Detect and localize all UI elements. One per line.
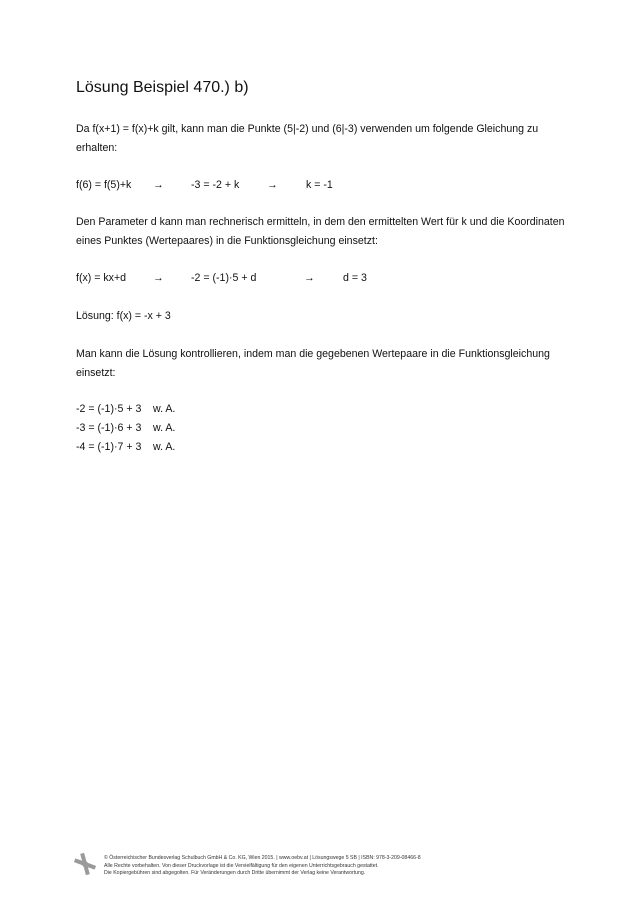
footer-line: Alle Rechte vorbehalten. Von dieser Druckvorlage ist die Vervielfältigung für den eigenen Unterrichtsgebrauch gestattet. (104, 862, 379, 869)
publisher-logo-icon (74, 853, 96, 875)
arrow-icon: → (153, 179, 164, 191)
equation-left: f(6) = f(5)+k (76, 179, 132, 191)
check-row (76, 421, 236, 435)
equation-left: f(x) = kx+d (76, 272, 127, 284)
equation-middle: -2 = (-1)·5 + d (191, 272, 257, 284)
intro-paragraph: Da f(x+1) = f(x)+k gilt, kann man die Punkte (5|-2) und (6|-3) verwenden um folgende Gleichung zu erhalten: (76, 123, 539, 154)
check-result: w. A. (153, 403, 176, 415)
check-equation: -4 = (-1)·7 + 3 (76, 441, 142, 453)
equation-middle: -3 = -2 + k (191, 179, 240, 191)
control-paragraph: Man kann die Lösung kontrollieren, indem man die gegebenen Wertepaare in die Funktionsgleichung einsetzt: (76, 348, 550, 379)
check-equation: -2 = (-1)·5 + 3 (76, 403, 142, 415)
parameter-paragraph: Den Parameter d kann man rechnerisch ermitteln, in dem den ermittelten Wert für k und die Koordinaten eines Punktes (Wertepaares) in die Funktionsgleichung einsetzt: (76, 216, 565, 247)
check-result: w. A. (153, 441, 176, 453)
equation-row-k (76, 178, 556, 192)
solution-line: Lösung: f(x) = -x + 3 (76, 310, 171, 322)
check-result: w. A. (153, 422, 176, 434)
check-row (76, 402, 236, 416)
footer-line: Die Kopiergebühren sind abgegolten. Für Veränderungen durch Dritte übernimmt der Verlag keine Verantwortung. (104, 870, 366, 877)
equation-result: k = -1 (306, 179, 333, 191)
equation-result: d = 3 (343, 272, 367, 284)
footer-copyright (104, 855, 421, 878)
arrow-icon: → (267, 179, 278, 191)
check-equation: -3 = (-1)·6 + 3 (76, 422, 142, 434)
page-title: Lösung Beispiel 470.) b) (76, 79, 249, 96)
check-row (76, 440, 236, 454)
arrow-icon: → (304, 272, 315, 284)
arrow-icon: → (153, 272, 164, 284)
equation-row-d (76, 271, 556, 285)
footer-line: © Österreichischer Bundesverlag Schulbuch GmbH & Co. KG, Wien 2015. | www.oebv.at | Lösungswege 5 SB | ISBN: 978-3-209-08466-8 (104, 855, 421, 861)
